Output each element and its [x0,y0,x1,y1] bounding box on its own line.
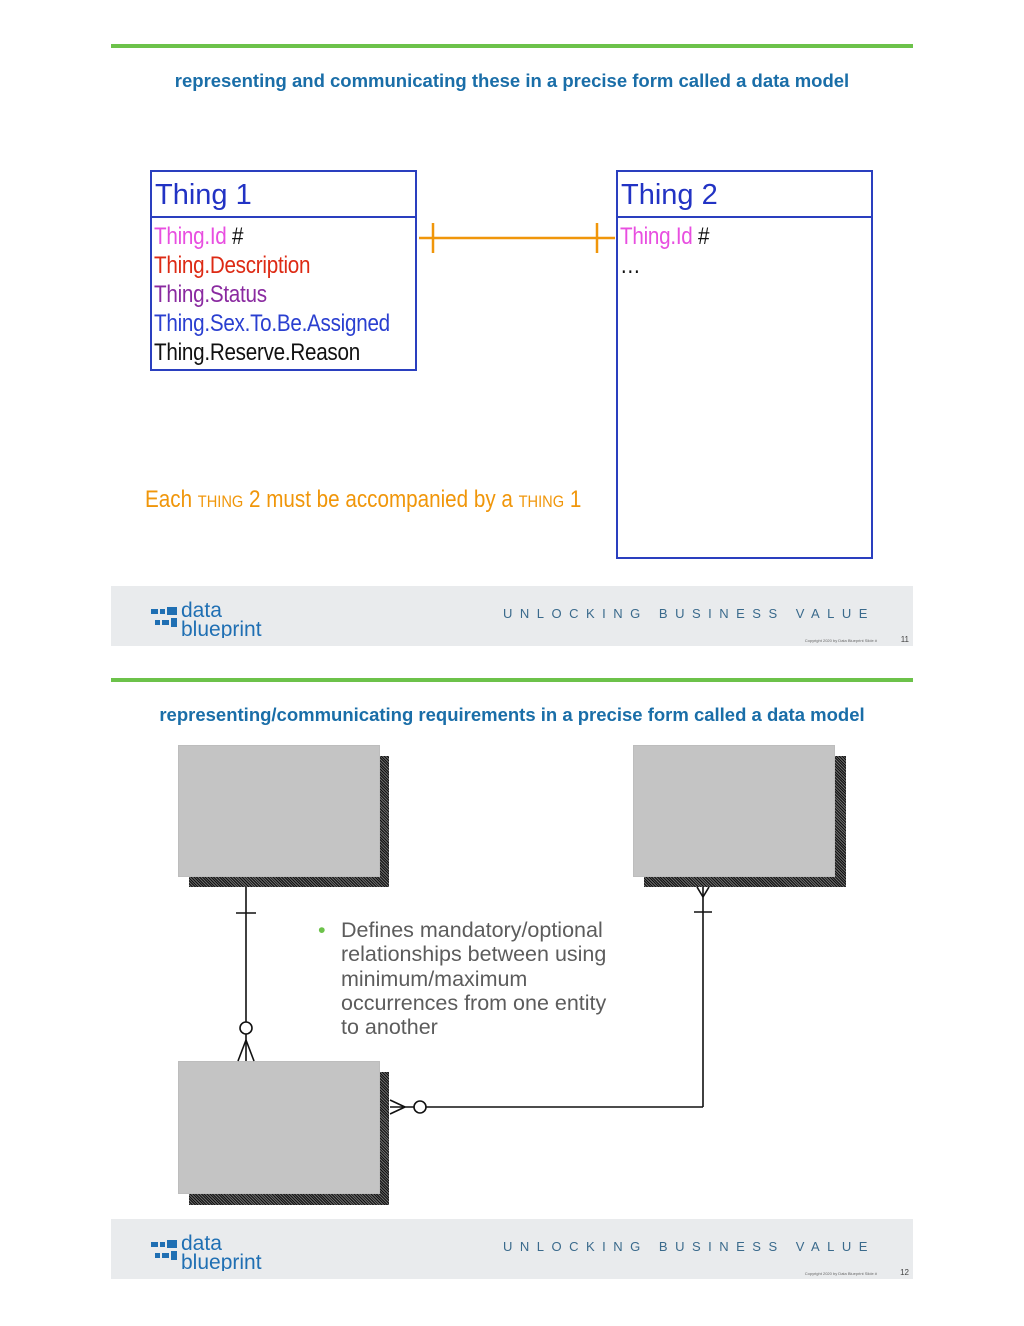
bullet-text [318,918,606,1039]
bullet-line: occurrences from one entity [341,990,607,1015]
attribute-name: … [620,252,641,279]
svg-text:data: data [181,1232,222,1255]
bullet-line: to another [341,1015,438,1040]
footer-copyright: Copyright 2020 by Data Blueprint Slide # [804,1271,877,1276]
relationship-description: Each THING 2 must be accompanied by a THING 1 [145,486,582,513]
svg-text:data: data [181,599,222,622]
attribute-name: Thing.Status [154,281,267,308]
primary-key-marker: # [226,223,244,250]
entity-thing-2-title: Thing 2 [618,172,871,218]
primary-key-marker: # [692,223,710,250]
footer-tagline: UNLOCKING BUSINESS VALUE [503,606,875,621]
attribute-name: Thing.Id [620,223,693,250]
bullet-line: relationships between using [341,942,607,967]
bullet-line: minimum/maximum [341,966,528,991]
svg-text:blueprint: blueprint [181,618,262,638]
page-number: 12 [900,1268,909,1277]
svg-text:blueprint: blueprint [181,1251,262,1271]
attribute-name: Thing.Reserve.Reason [154,339,360,366]
bullet-line: Defines mandatory/optional [341,918,603,942]
slide1-heading: representing and communicating these in a precise form called a data model [174,70,850,91]
slide2-heading: representing/communicating requirements in a precise form called a data model [159,704,865,725]
slide2-footer [111,1219,913,1279]
attribute-name: Thing.Sex.To.Be.Assigned [154,310,390,337]
attribute-name: Thing.Description [154,252,311,279]
footer-copyright: Copyright 2020 by Data Blueprint Slide # [804,638,877,643]
attribute-name: Thing.Id [154,223,227,250]
footer-tagline: UNLOCKING BUSINESS VALUE [503,1239,875,1254]
page-number: 11 [900,635,909,644]
data-blueprint-logo [151,1231,311,1276]
logo-mark-icon [151,1231,311,1271]
bullet-list [318,918,606,1039]
bullet-dot-icon: • [318,918,326,942]
entity-thing-1-title: Thing 1 [152,172,415,218]
